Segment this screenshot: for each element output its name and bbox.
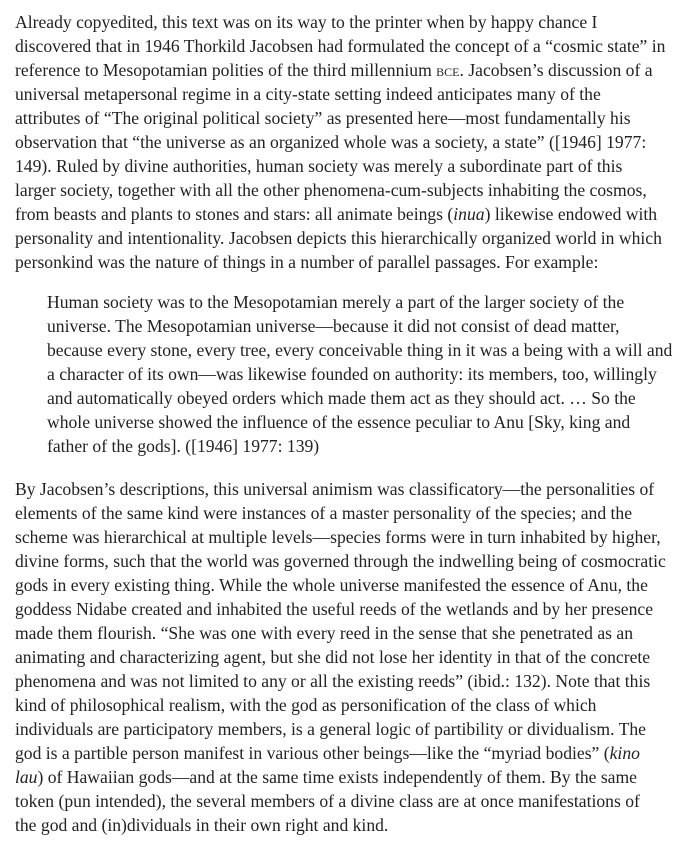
italic-term: lau xyxy=(15,767,38,787)
text-segment: divine forms, such that the world was governed through the indwelling being of cosmocratic xyxy=(15,551,666,571)
italic-term: kino xyxy=(609,743,640,763)
text-segment: father of the gods]. ([1946] 1977: 139) xyxy=(47,436,320,456)
text-segment: gods in every existing thing. While the whole universe manifested the essence of Anu, the xyxy=(15,575,648,595)
text-line xyxy=(15,34,680,58)
text-segment: and automatically obeyed orders which made them act as they should act. … So the xyxy=(47,388,636,408)
text-segment: token (pun intended), the several members of a divine class are at once manifestations of xyxy=(15,791,640,811)
text-line xyxy=(47,338,680,362)
text-line xyxy=(47,314,680,338)
text-segment: kind of philosophical realism, with the god as personification of the class of which xyxy=(15,695,597,715)
block-quote xyxy=(47,290,680,458)
text-segment: Already copyedited, this text was on its way to the printer when by happy chance I xyxy=(15,12,598,32)
text-segment: animating and characterizing agent, but she did not lose her identity in that of the concrete xyxy=(15,647,651,667)
text-segment: a character of its own—was likewise founded on authority: its members, too, willingly xyxy=(47,364,657,384)
text-line xyxy=(47,386,680,410)
text-segment: goddess Nidabe created and inhabited the useful reeds of the wetlands and by her presence xyxy=(15,599,654,619)
text-line xyxy=(47,410,680,434)
text-line xyxy=(15,525,680,549)
text-line xyxy=(15,813,680,837)
text-segment: personkind was the nature of things in a number of parallel passages. For example: xyxy=(15,252,599,272)
text-segment: universe. The Mesopotamian universe—because it did not consist of dead matter, xyxy=(47,316,620,336)
text-segment: discovered that in 1946 Thorkild Jacobsen had formulated the concept of a “cosmic state” in xyxy=(15,36,666,56)
text-line xyxy=(15,226,680,250)
text-line xyxy=(15,789,680,813)
text-segment: elements of the same kind were instances of a master personality of the species; and the xyxy=(15,503,633,523)
text-line xyxy=(15,106,680,130)
text-line xyxy=(15,549,680,573)
paragraph xyxy=(15,477,680,837)
text-segment: god is a partible person manifest in various other beings—like the “myriad bodies” ( xyxy=(15,743,610,763)
text-line xyxy=(15,202,680,226)
text-line xyxy=(15,717,680,741)
paragraph xyxy=(15,10,680,274)
text-line xyxy=(47,434,680,458)
text-line xyxy=(15,669,680,693)
text-segment: attributes of “The original political society” as presented here—most fundamentally his xyxy=(15,108,631,128)
text-line xyxy=(15,765,680,789)
text-segment: phenomena and was not limited to any or all the existing reeds” (ibid.: 132). Note that this xyxy=(15,671,651,691)
text-line xyxy=(47,362,680,386)
small-caps-text: bce xyxy=(436,61,460,80)
text-segment: individuals are participatory members, is a general logic of partibility or dividualism. The xyxy=(15,719,646,739)
text-line xyxy=(15,573,680,597)
text-line xyxy=(15,693,680,717)
text-segment: universal metapersonal regime in a city-state setting indeed anticipates many of the xyxy=(15,84,601,104)
text-line xyxy=(15,645,680,669)
text-segment: ) of Hawaiian gods—and at the same time exists independently of them. By the same xyxy=(37,767,637,787)
text-segment: larger society, together with all the other phenomena-cum-subjects inhabiting the cosmos, xyxy=(15,180,647,200)
text-line xyxy=(15,501,680,525)
text-segment: personality and intentionality. Jacobsen depicts this hierarchically organized world in which xyxy=(15,228,662,248)
text-segment: reference to Mesopotamian polities of the third millennium xyxy=(15,60,437,80)
text-line xyxy=(15,10,680,34)
text-line xyxy=(15,621,680,645)
text-segment: from beasts and plants to stones and stars: all animate beings ( xyxy=(15,204,454,224)
text-line xyxy=(15,82,680,106)
text-line xyxy=(15,250,680,274)
text-segment: whole universe showed the influence of the essence peculiar to Anu [Sky, king and xyxy=(47,412,631,432)
text-line xyxy=(15,58,680,82)
text-segment: 149). Ruled by divine authorities, human society was merely a subordinate part of this xyxy=(15,156,623,176)
text-segment: made them flourish. “She was one with every reed in the sense that she penetrated as an xyxy=(15,623,634,643)
text-line xyxy=(15,597,680,621)
text-line xyxy=(47,290,680,314)
text-line xyxy=(15,178,680,202)
text-line xyxy=(15,154,680,178)
text-segment: the god and (in)dividuals in their own right and kind. xyxy=(15,815,389,835)
text-segment: . Jacobsen’s discussion of a xyxy=(459,60,653,80)
text-line xyxy=(15,741,680,765)
text-line xyxy=(15,477,680,501)
italic-term: inua xyxy=(453,204,485,224)
text-segment: observation that “the universe as an organized whole was a society, a state” ([1946] 1977: xyxy=(15,132,647,152)
text-segment: scheme was hierarchical at multiple levels—species forms were in turn inhabited by higher, xyxy=(15,527,661,547)
text-line xyxy=(15,130,680,154)
text-segment: Human society was to the Mesopotamian merely a part of the larger society of the xyxy=(47,292,625,312)
text-segment: because every stone, every tree, every conceivable thing in it was a being with a will and xyxy=(47,340,673,360)
text-segment: ) likewise endowed with xyxy=(484,204,658,224)
text-segment: By Jacobsen’s descriptions, this universal animism was classificatory—the personalities of xyxy=(15,479,655,499)
